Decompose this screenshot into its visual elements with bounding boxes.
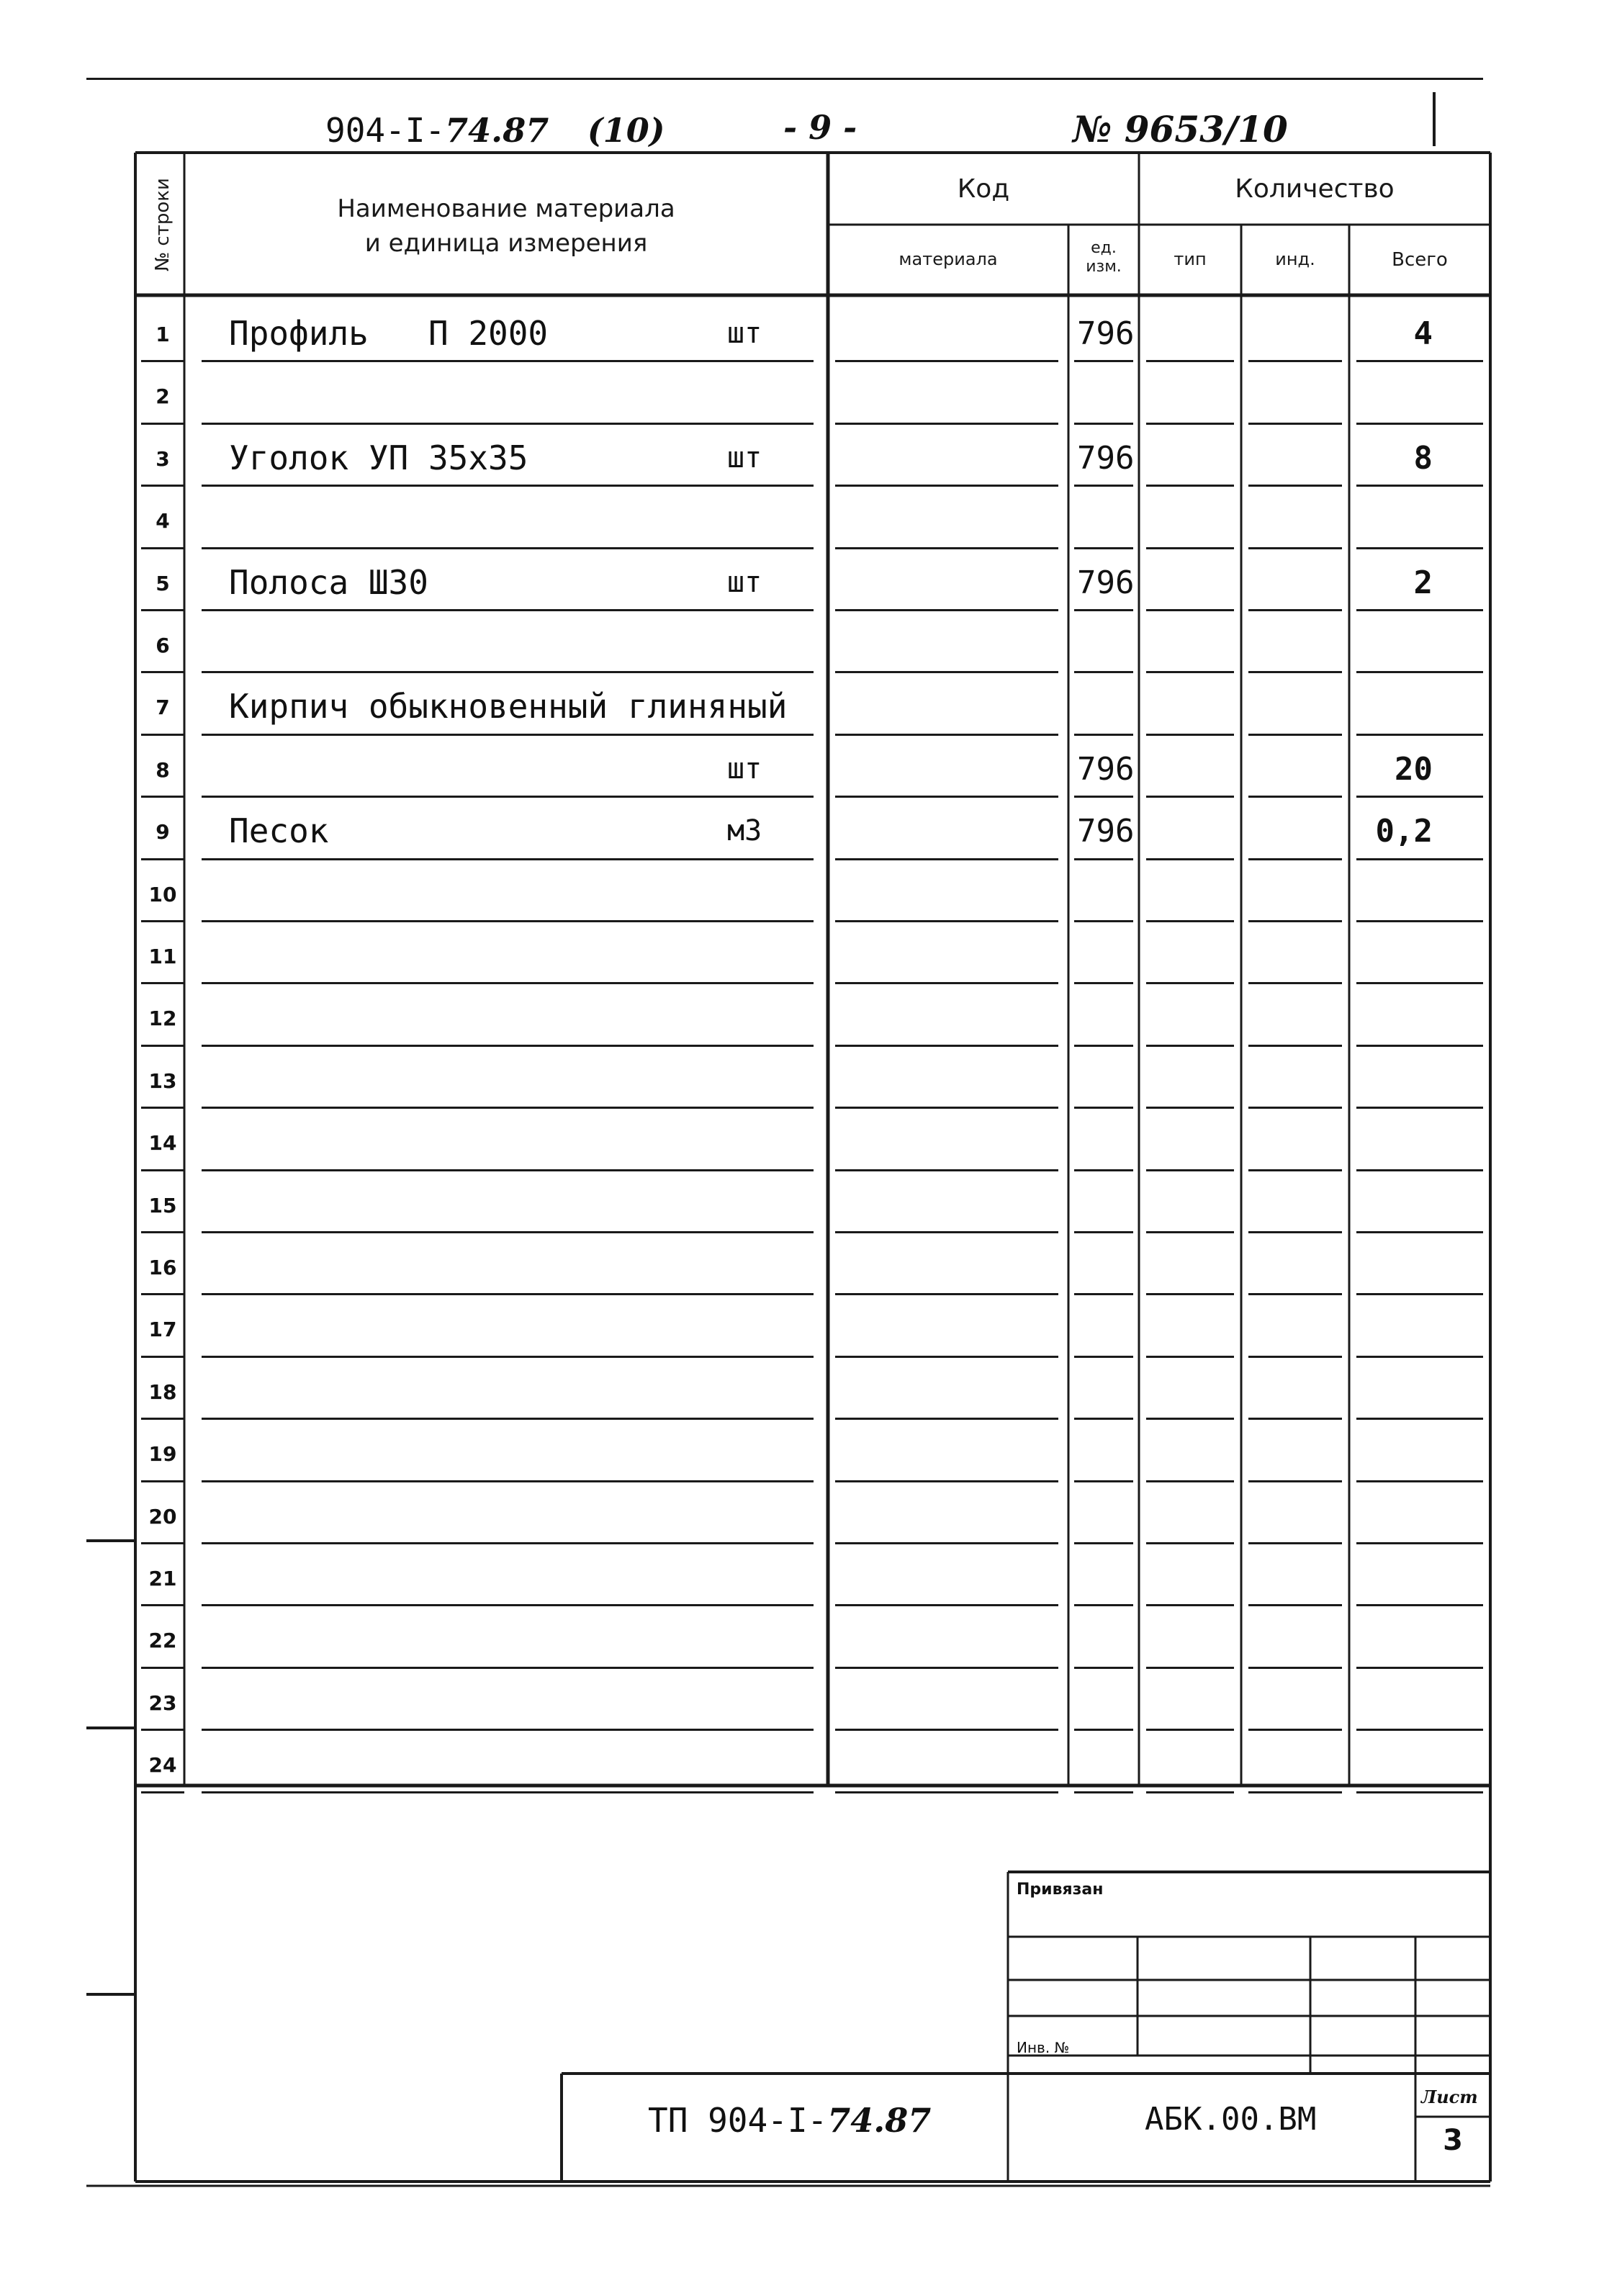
row-underline	[1074, 360, 1133, 362]
row-underline	[202, 1480, 814, 1482]
row-underline	[835, 982, 1058, 984]
row-underline	[202, 547, 814, 549]
row-underline	[141, 1791, 184, 1793]
header-code-material: материала	[898, 249, 998, 269]
row-underline	[1146, 982, 1234, 984]
row-underline	[141, 982, 184, 984]
row-underline	[835, 1169, 1058, 1171]
row-underline	[202, 485, 814, 487]
row-underline	[141, 609, 184, 611]
row-underline	[1356, 796, 1483, 798]
row-number: 17	[148, 1318, 177, 1342]
row-underline	[1356, 1480, 1483, 1482]
row-underline	[141, 423, 184, 425]
row-underline	[1146, 858, 1234, 860]
row-underline	[202, 1293, 814, 1295]
row-underline	[141, 920, 184, 922]
row-number: 18	[148, 1379, 177, 1404]
row-underline	[1074, 1542, 1133, 1544]
row-underline	[1074, 485, 1133, 487]
row-number: 10	[148, 882, 177, 906]
row-number: 13	[148, 1068, 177, 1093]
row-underline	[1146, 485, 1234, 487]
row-underline	[1074, 1231, 1133, 1233]
row-underline	[835, 609, 1058, 611]
stamp-designation	[648, 2101, 931, 2140]
row-underline	[1356, 1791, 1483, 1793]
material-name: Песок	[229, 811, 329, 851]
row-underline	[1356, 1231, 1483, 1233]
row-underline	[1074, 423, 1133, 425]
row-underline	[1248, 796, 1342, 798]
row-number: 6	[156, 634, 170, 657]
row-underline	[835, 1542, 1058, 1544]
row-underline	[1074, 1356, 1133, 1358]
row-underline	[1146, 547, 1234, 549]
row-underline	[1146, 920, 1234, 922]
row-underline	[1146, 1356, 1234, 1358]
row-underline	[835, 734, 1058, 736]
row-underline	[1074, 609, 1133, 611]
header-qty-type: тип	[1174, 249, 1207, 269]
header-name	[184, 192, 828, 261]
row-number: 1	[156, 323, 170, 346]
row-underline	[1356, 1356, 1483, 1358]
row-underline	[202, 1729, 814, 1731]
stamp-attached-label: Привязан	[1017, 1881, 1104, 1899]
row-underline	[1356, 423, 1483, 425]
row-underline	[141, 1418, 184, 1420]
row-underline	[1356, 360, 1483, 362]
row-underline	[202, 1542, 814, 1544]
material-name: Кирпич обыкновенный глиняный	[229, 687, 788, 726]
row-number: 9	[156, 820, 170, 845]
row-underline	[141, 734, 184, 736]
row-number: 12	[148, 1007, 177, 1031]
row-underline	[1146, 1107, 1234, 1109]
doc-suffix: (10)	[587, 111, 665, 150]
row-underline	[141, 1045, 184, 1047]
row-underline	[835, 1418, 1058, 1420]
row-underline	[141, 1107, 184, 1109]
row-underline	[1356, 609, 1483, 611]
row-underline	[141, 1231, 184, 1233]
row-underline	[835, 1480, 1058, 1482]
stamp-sheet-number: 3	[1443, 2124, 1463, 2157]
material-unit: м3	[727, 814, 762, 848]
row-number: 7	[156, 695, 170, 720]
stamp-inv-label: Инв. №	[1017, 2039, 1070, 2056]
row-underline	[1074, 1791, 1133, 1793]
row-underline	[1146, 1480, 1234, 1482]
row-underline	[1248, 1791, 1342, 1793]
row-underline	[1074, 1045, 1133, 1047]
row-underline	[835, 423, 1058, 425]
row-underline	[202, 423, 814, 425]
row-underline	[835, 1791, 1058, 1793]
row-underline	[141, 1604, 184, 1606]
row-underline	[141, 796, 184, 798]
row-underline	[202, 734, 814, 736]
row-underline	[1248, 1231, 1342, 1233]
row-underline	[1248, 485, 1342, 487]
material-name: Уголок УП 35х35	[229, 438, 528, 477]
row-underline	[202, 920, 814, 922]
row-underline	[1248, 1107, 1342, 1109]
row-underline	[1356, 1729, 1483, 1731]
unit-code: 796	[1077, 439, 1135, 477]
row-number: 5	[156, 571, 170, 595]
row-underline	[1356, 1169, 1483, 1171]
row-underline	[1074, 1293, 1133, 1295]
row-underline	[1356, 920, 1483, 922]
row-underline	[1356, 1107, 1483, 1109]
header-name-line1: Наименование материала	[337, 194, 675, 223]
row-underline	[1146, 1045, 1234, 1047]
row-underline	[1074, 1667, 1133, 1669]
material-unit: шт	[727, 441, 762, 474]
row-underline	[1248, 1356, 1342, 1358]
row-underline	[141, 547, 184, 549]
row-underline	[1074, 858, 1133, 860]
row-underline	[1146, 1667, 1234, 1669]
material-unit: шт	[727, 317, 762, 350]
row-underline	[202, 1791, 814, 1793]
row-number: 3	[156, 446, 170, 471]
row-underline	[835, 671, 1058, 673]
row-number: 19	[148, 1442, 177, 1467]
row-underline	[835, 1667, 1058, 1669]
row-underline	[1248, 1169, 1342, 1171]
row-underline	[202, 982, 814, 984]
row-underline	[1074, 1729, 1133, 1731]
row-underline	[202, 796, 814, 798]
unit-code: 796	[1077, 315, 1135, 352]
material-name: Полоса ШЗ0	[229, 562, 428, 602]
row-number: 14	[148, 1131, 177, 1156]
row-underline	[1248, 609, 1342, 611]
quantity-total: 0,2	[1375, 813, 1433, 850]
row-underline	[1074, 671, 1133, 673]
row-number: 21	[148, 1567, 177, 1590]
row-underline	[1074, 1169, 1133, 1171]
row-underline	[1356, 1604, 1483, 1606]
row-underline	[1356, 1293, 1483, 1295]
row-underline	[1248, 734, 1342, 736]
quantity-total: 4	[1413, 315, 1433, 352]
material-name: Профиль П 2000	[229, 314, 549, 353]
row-underline	[202, 1418, 814, 1420]
row-underline	[1146, 1791, 1234, 1793]
row-number: 16	[148, 1256, 177, 1279]
row-number: 15	[148, 1193, 177, 1217]
row-underline	[1248, 1604, 1342, 1606]
header-row-number	[141, 160, 184, 289]
row-underline	[1248, 982, 1342, 984]
row-underline	[1356, 1045, 1483, 1047]
header-quantity: Количество	[1235, 174, 1395, 204]
row-underline	[202, 1045, 814, 1047]
header-name-line2: и единица измерения	[364, 229, 648, 258]
row-underline	[1146, 360, 1234, 362]
row-underline	[202, 858, 814, 860]
row-number: 24	[148, 1753, 177, 1778]
row-underline	[1248, 920, 1342, 922]
row-underline	[1146, 1169, 1234, 1171]
row-underline	[835, 920, 1058, 922]
row-underline	[835, 1604, 1058, 1606]
row-underline	[141, 1729, 184, 1731]
row-underline	[141, 671, 184, 673]
row-underline	[141, 360, 184, 362]
row-underline	[1248, 360, 1342, 362]
header-qty-ind: инд.	[1275, 249, 1315, 269]
material-unit: шт	[727, 752, 762, 785]
row-underline	[202, 1169, 814, 1171]
row-underline	[1146, 1231, 1234, 1233]
row-underline	[835, 547, 1058, 549]
row-number: 20	[148, 1504, 177, 1529]
row-underline	[141, 1480, 184, 1482]
row-underline	[141, 1356, 184, 1358]
row-underline	[1248, 1480, 1342, 1482]
header-code: Код	[957, 174, 1010, 204]
row-underline	[1146, 1604, 1234, 1606]
row-underline	[1146, 1293, 1234, 1295]
row-underline	[202, 1667, 814, 1669]
quantity-total: 2	[1413, 564, 1433, 601]
material-unit: шт	[727, 565, 762, 599]
row-underline	[202, 1231, 814, 1233]
row-underline	[835, 1231, 1058, 1233]
row-underline	[202, 609, 814, 611]
row-number: 23	[148, 1691, 177, 1715]
archive-number: № 9653/10	[1073, 108, 1288, 150]
row-underline	[1356, 858, 1483, 860]
row-underline	[1248, 423, 1342, 425]
row-underline	[1356, 485, 1483, 487]
row-underline	[835, 1356, 1058, 1358]
row-underline	[1248, 1045, 1342, 1047]
row-underline	[141, 1293, 184, 1295]
row-underline	[1248, 858, 1342, 860]
row-underline	[1074, 1480, 1133, 1482]
row-underline	[1074, 920, 1133, 922]
header-row-number-text: № строки	[152, 178, 174, 271]
row-underline	[1248, 671, 1342, 673]
row-underline	[1146, 796, 1234, 798]
row-underline	[202, 1604, 814, 1606]
row-underline	[1146, 1542, 1234, 1544]
row-underline	[1248, 1729, 1342, 1731]
row-underline	[835, 858, 1058, 860]
row-number: 4	[156, 509, 170, 534]
row-underline	[1074, 1107, 1133, 1109]
row-underline	[835, 360, 1058, 362]
row-underline	[835, 796, 1058, 798]
stamp-designation-handwritten: 74.87	[827, 2101, 932, 2140]
row-underline	[141, 1542, 184, 1544]
page-marker: - 9 -	[783, 108, 857, 147]
row-underline	[1146, 671, 1234, 673]
stamp-sheet-label: Лист	[1421, 2086, 1478, 2107]
row-underline	[1248, 547, 1342, 549]
row-underline	[835, 1293, 1058, 1295]
row-underline	[141, 858, 184, 860]
row-underline	[1248, 1542, 1342, 1544]
row-underline	[1248, 1667, 1342, 1669]
row-underline	[1248, 1293, 1342, 1295]
quantity-total: 20	[1395, 750, 1433, 788]
doc-number-handwritten: 74.87	[445, 111, 549, 150]
row-underline	[835, 1045, 1058, 1047]
doc-number-printed: 904-I-	[325, 111, 446, 150]
unit-code: 796	[1077, 564, 1135, 601]
row-underline	[1356, 1418, 1483, 1420]
header-code-unit: ед. изм.	[1086, 239, 1122, 276]
row-underline	[1356, 982, 1483, 984]
row-number: 11	[148, 945, 177, 968]
row-number: 2	[156, 384, 170, 409]
row-underline	[141, 485, 184, 487]
row-underline	[1146, 1418, 1234, 1420]
row-underline	[1356, 671, 1483, 673]
unit-code: 796	[1077, 750, 1135, 788]
row-underline	[1074, 796, 1133, 798]
header-qty-total: Всего	[1392, 249, 1448, 271]
row-underline	[202, 1107, 814, 1109]
row-underline	[1356, 1542, 1483, 1544]
row-underline	[1356, 547, 1483, 549]
stamp-designation-printed: ТП 904-I-	[648, 2101, 828, 2140]
row-underline	[1356, 1667, 1483, 1669]
row-underline	[1146, 734, 1234, 736]
row-underline	[1146, 423, 1234, 425]
row-underline	[1248, 1418, 1342, 1420]
row-underline	[1074, 734, 1133, 736]
row-underline	[835, 1729, 1058, 1731]
row-underline	[1146, 1729, 1234, 1731]
row-underline	[835, 485, 1058, 487]
unit-code: 796	[1077, 813, 1135, 850]
row-underline	[202, 1356, 814, 1358]
row-underline	[202, 360, 814, 362]
row-underline	[141, 1667, 184, 1669]
row-underline	[1074, 1418, 1133, 1420]
quantity-total: 8	[1413, 439, 1433, 477]
row-underline	[835, 1107, 1058, 1109]
row-underline	[1356, 734, 1483, 736]
stamp-drawing-code: АБК.00.ВМ	[1145, 2101, 1317, 2138]
row-underline	[202, 671, 814, 673]
row-number: 22	[148, 1629, 177, 1653]
row-underline	[1074, 1604, 1133, 1606]
row-underline	[1074, 547, 1133, 549]
row-number: 8	[156, 757, 170, 782]
row-underline	[1146, 609, 1234, 611]
row-underline	[1074, 982, 1133, 984]
row-underline	[141, 1169, 184, 1171]
